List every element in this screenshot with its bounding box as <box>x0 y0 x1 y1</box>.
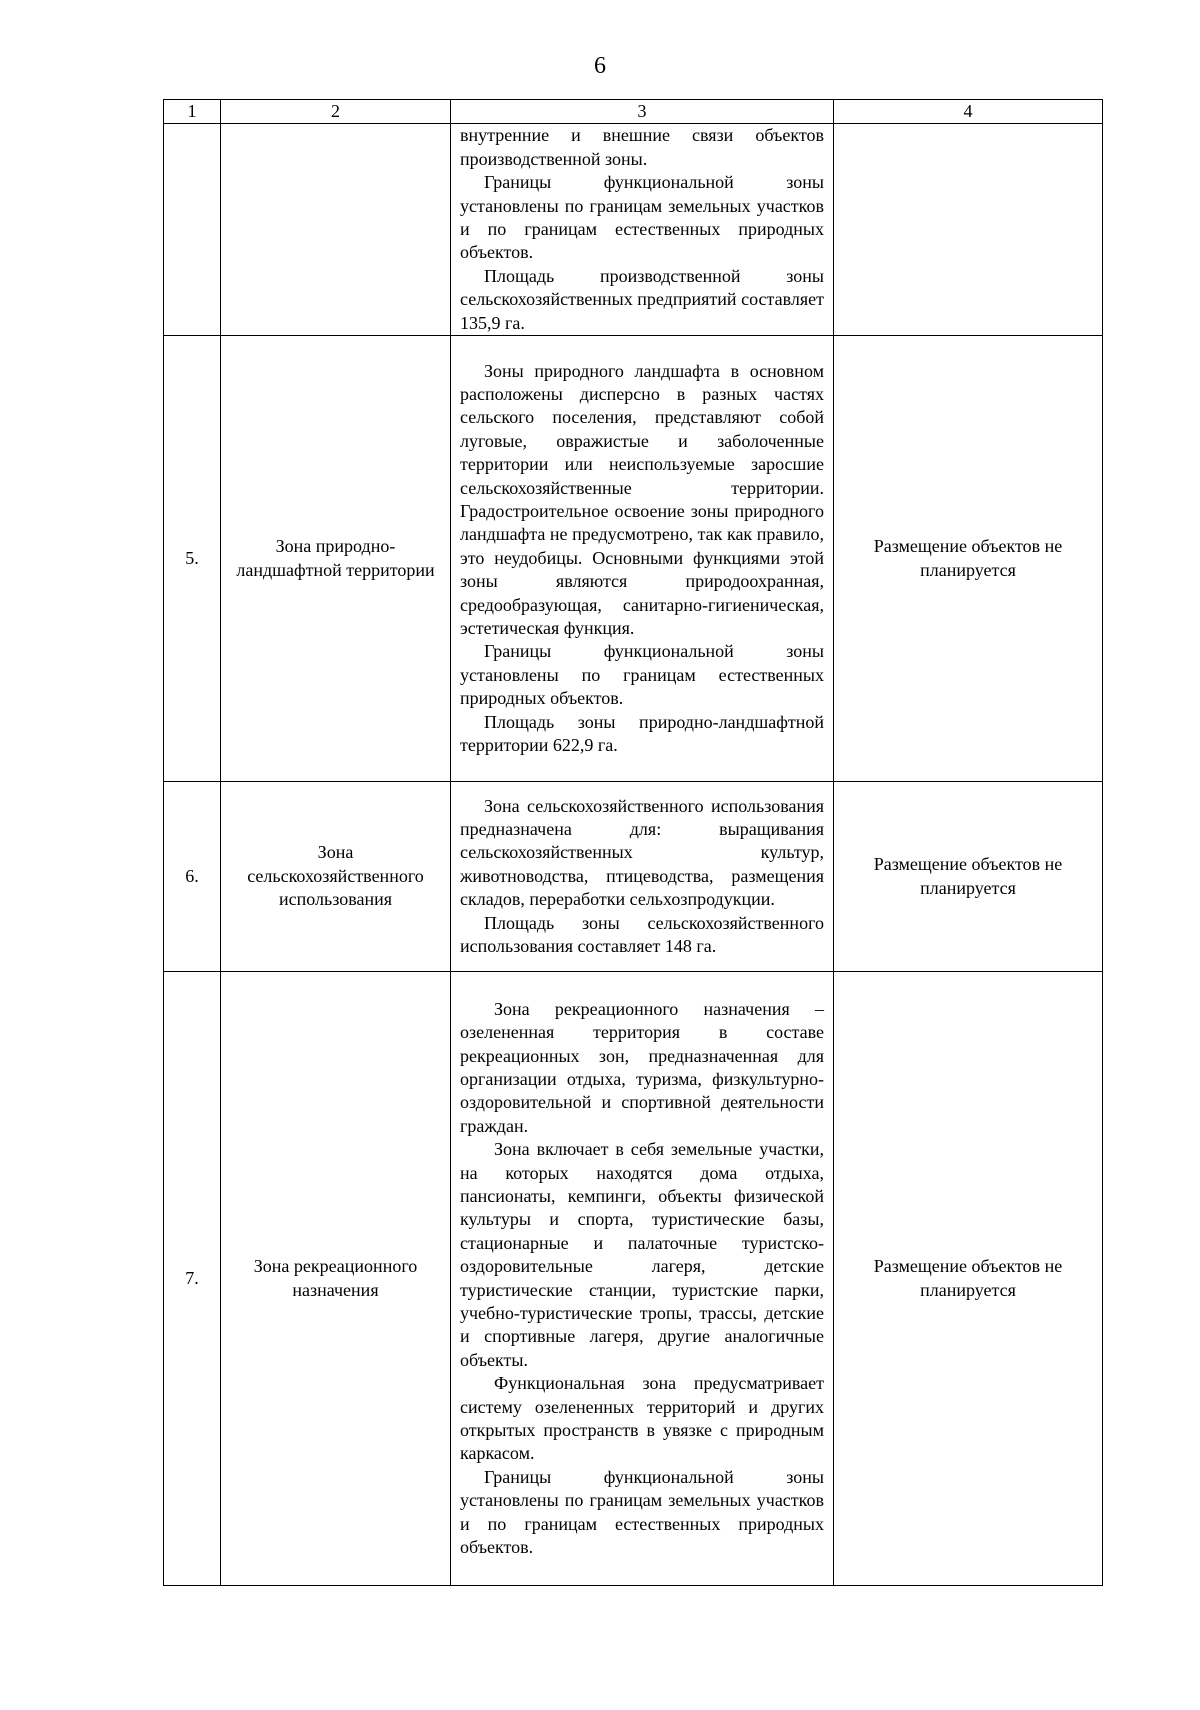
table-row <box>164 124 1103 336</box>
description-paragraph: Зоны природного ландшафта в основном расположены дисперсно в разных частях сельского поселения, представляют собой луговые, овражистые и заболоченные территории или неиспользуемые заросшие сельскохозяйственные территории. Градостроительное освоение зоны природного ландшафта не предусмотрено, так как правило, это неудобицы. Основными функциями этой зоны являются природоохранная, средообразующая, санитарно-гигиеническая, эстетическая функция. <box>460 360 824 639</box>
table-row <box>164 782 1103 972</box>
description-paragraph: Границы функциональной зоны установлены по границам естественных природных объектов. <box>460 641 824 709</box>
zone-name: Зона природно-ландшафтной территории <box>221 336 451 782</box>
row-number: 6. <box>164 782 221 972</box>
zone-description <box>451 972 834 1586</box>
table-row <box>164 336 1103 782</box>
planned-objects <box>834 124 1103 336</box>
column-header: 3 <box>451 100 834 124</box>
table-header-row <box>164 100 1103 124</box>
description-paragraph: Площадь зоны сельскохозяйственного использования составляет 148 га. <box>460 912 824 957</box>
description-paragraph: Зона включает в себя земельные участки, на которых находятся дома отдыха, пансионаты, кемпинги, объекты физической культуры и спорта, туристические базы, стационарные и палаточные туристско-оздоровительные лагеря, детские туристические станции, туристские парки, учебно-туристические тропы, трассы, детские и спортивные лагеря, другие аналогичные объекты. <box>460 1139 824 1370</box>
zone-description <box>451 782 834 972</box>
row-number <box>164 124 221 336</box>
planned-objects: Размещение объектов не планируется <box>834 336 1103 782</box>
description-paragraph: Площадь зоны природно-ландшафтной территории 622,9 га. <box>460 711 824 756</box>
row-number: 7. <box>164 972 221 1586</box>
description-paragraph: Границы функциональной зоны установлены по границам земельных участков и по границам естественных природных объектов. <box>460 172 824 263</box>
column-header: 1 <box>164 100 221 124</box>
zone-description <box>451 336 834 782</box>
zone-name: Зона рекреационного назначения <box>221 972 451 1586</box>
planned-objects: Размещение объектов не планируется <box>834 972 1103 1586</box>
planned-objects: Размещение объектов не планируется <box>834 782 1103 972</box>
description-paragraph: внутренние и внешние связи объектов производственной зоны. <box>460 125 824 169</box>
row-number: 5. <box>164 336 221 782</box>
table-row <box>164 972 1103 1586</box>
description-paragraph: Зона рекреационного назначения – озелененная территория в составе рекреационных зон, предназначенная для организации отдыха, туризма, физкультурно-оздоровительной и спортивной деятельности граждан. <box>460 998 824 1136</box>
zone-name: Зона сельскохозяйственного использования <box>221 782 451 972</box>
page-number: 6 <box>594 53 606 79</box>
zone-name <box>221 124 451 336</box>
description-paragraph: Зона сельскохозяйственного использования предназначена для: выращивания сельскохозяйственных культур, животноводства, птицеводства, размещения складов, переработки сельхозпродукции. <box>460 795 824 910</box>
zone-description <box>451 124 834 336</box>
description-paragraph: Функциональная зона предусматривает систему озелененных территорий и других открытых пространств в увязке с природным каркасом. <box>460 1373 824 1464</box>
description-paragraph: Границы функциональной зоны установлены по границам земельных участков и по границам естественных природных объектов. <box>460 1466 824 1558</box>
description-paragraph: Площадь производственной зоны сельскохозяйственных предприятий составляет 135,9 га. <box>460 265 824 333</box>
column-header: 2 <box>221 100 451 124</box>
column-header: 4 <box>834 100 1103 124</box>
zones-table <box>163 99 1103 1586</box>
